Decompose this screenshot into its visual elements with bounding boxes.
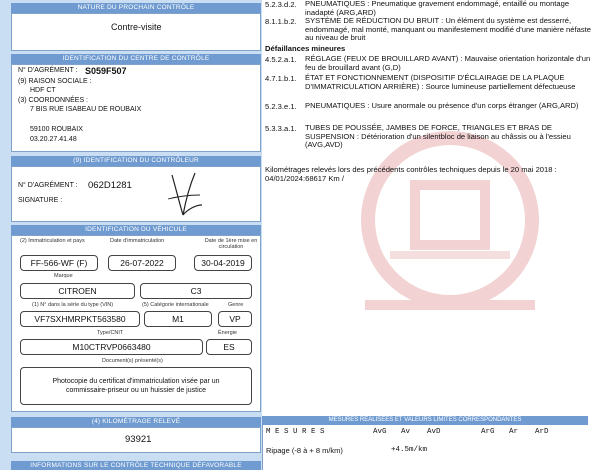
controleur-header: (9) IDENTIFICATION DU CONTRÔLEUR [11,156,261,166]
signature-image [162,169,207,219]
defect-code-3: 4.5.2.a.1. [265,55,297,64]
genre-label: Genre [228,302,244,308]
raison-sociale-label: (9) RAISON SOCIALE : [18,78,92,85]
defect-text-4: ÉTAT ET FONCTIONNEMENT (DISPOSITIF D'ÉCLAIRAGE DE LA PLAQUE D'IMMATRICULATION ARRIÈRE) : Source lumineuse partiellement défectueuse [305,73,576,91]
mesures-section [262,425,588,470]
col-arg: ArG [481,428,495,436]
vehicule-section [11,235,261,412]
ripage-label [266,446,343,455]
signature-label: SIGNATURE : [18,197,63,204]
defect-text-3: RÉGLAGE (FEUX DE BROUILLARD AVANT) : Mauvaise orientation horizontale d'un feu de brouillard avant (G,D) [305,54,591,72]
km-section [11,427,261,453]
centre-header: IDENTIFICATION DU CENTRE DE CONTRÔLE [11,54,261,64]
defect-code-2: 8.1.1.b.2. [265,17,297,26]
date-immat-label: Date d'immatriculation [110,238,165,244]
defect-code-6: 5.3.3.a.1. [265,124,297,133]
type-value: M10CTRVP0663480 [20,339,203,355]
defect-text-6: TUBES DE POUSSÉE, JAMBES DE FORCE, TRIANGLES ET BRAS DE SUSPENSION : Détérioration d'un silentbloc de liaison au châssis ou à l'essieu (AVG,AVD) [305,123,571,150]
ripage-value: +4.5m/km [391,446,428,454]
docs-label: Document(s) présenté(s) [102,358,163,364]
mesures-header: MESURES RÉALISÉES ET VALEURS LIMITES CORRESPONDANTES [262,416,588,425]
type-label: Type/CNIT [97,330,124,336]
ripage-label-text: Ripage [266,446,290,455]
km-value: 93921 [125,434,152,445]
nature-section [11,13,261,51]
immat-value: FF-566-WF (F) [20,255,98,271]
marque-value: CITROEN [20,283,135,299]
docs-line-1: Photocopie du certificat d'immatriculation visée par un [52,378,220,385]
watermark-emblem [335,125,565,345]
defect-code-1: 5.2.3.d.2. [265,0,297,9]
coordonnees-label: (3) COORDONNÉES : [18,97,89,104]
controleur-agrement-label: N° D'AGRÉMENT : [18,182,78,189]
immat-label: (2) Immatriculation et pays [20,238,85,244]
col-ard: ArD [535,428,549,436]
date-mise-label: Date de 1ère mise en circulation [204,238,258,250]
defect-text-1: PNEUMATIQUES : Pneumatique gravement endommagé, entaillé ou montage inadapté (ARG,ARD) [305,0,570,17]
categorie-value: M1 [144,311,212,327]
defect-text-5: PNEUMATIQUES : Usure anormale ou présence d'un corps étranger (ARG,ARD) [305,101,579,110]
date-immat-value: 26-07-2022 [108,255,176,271]
energie-label: Énergie [218,330,237,336]
centre-agrement-value: S059F507 [85,66,127,76]
raison-sociale-value: HDF CT [30,87,56,94]
vehicule-header: IDENTIFICATION DU VÉHICULE [11,225,261,235]
controleur-section [11,166,261,222]
docs-line-2: commissaire-priseur ou un huissier de justice [65,387,207,394]
address-line-1: 7 BIS RUE ISABEAU DE ROUBAIX [30,106,142,113]
km-history-note: Kilométrages relevés lors des précédents contrôles techniques depuis le 20 mai 2018 : 04/01/2024:68617 Km / [265,165,557,183]
nature-value: Contre-visite [111,22,162,32]
col-avg: AvG [373,428,387,436]
controleur-agrement-value: 062D1281 [88,180,132,191]
col-ar: Ar [509,428,519,436]
left-column [0,0,262,470]
modele-value: C3 [140,283,252,299]
nature-header: NATURE DU PROCHAIN CONTRÔLE [11,3,261,13]
centre-section [11,64,261,152]
centre-phone: 03.20.27.41.48 [30,136,77,143]
vin-value: VF7SXHMRPKT563580 [20,311,140,327]
address-line-2: 59100 ROUBAIX [30,126,83,133]
defaillances-title: Défaillances mineures [265,44,346,53]
col-av: Av [401,428,411,436]
right-column [262,0,600,470]
defect-code-4: 4.7.1.b.1. [265,74,297,83]
km-header: (4) KILOMÉTRAGE RELEVÉ [11,417,261,427]
defect-text-2: SYSTÈME DE RÉDUCTION DU BRUIT : Un élément du système est desserré, endommagé, mal monté, manquant ou manifestement modifié d'une manière néfaste au niveau de bruit [305,16,591,43]
defect-code-5: 5.2.3.e.1. [265,102,297,111]
docs-box [20,367,252,405]
mesures-label: M E S U R E S [266,428,325,436]
categorie-label: (5) Catégorie internationale [142,302,209,308]
date-mise-value: 30-04-2019 [194,255,252,271]
ripage-range: (-8 à + 8 m/km) [291,446,343,455]
centre-agrement-label: N° D'AGRÉMENT : [18,67,78,74]
energie-value: ES [206,339,252,355]
marque-label: Marque [54,273,73,279]
col-avd: AvD [427,428,441,436]
vin-label: (1) N° dans la série du type (VIN) [32,302,114,308]
info-header: INFORMATIONS SUR LE CONTRÔLE TECHNIQUE DÉFAVORABLE [11,461,261,470]
genre-value: VP [218,311,252,327]
